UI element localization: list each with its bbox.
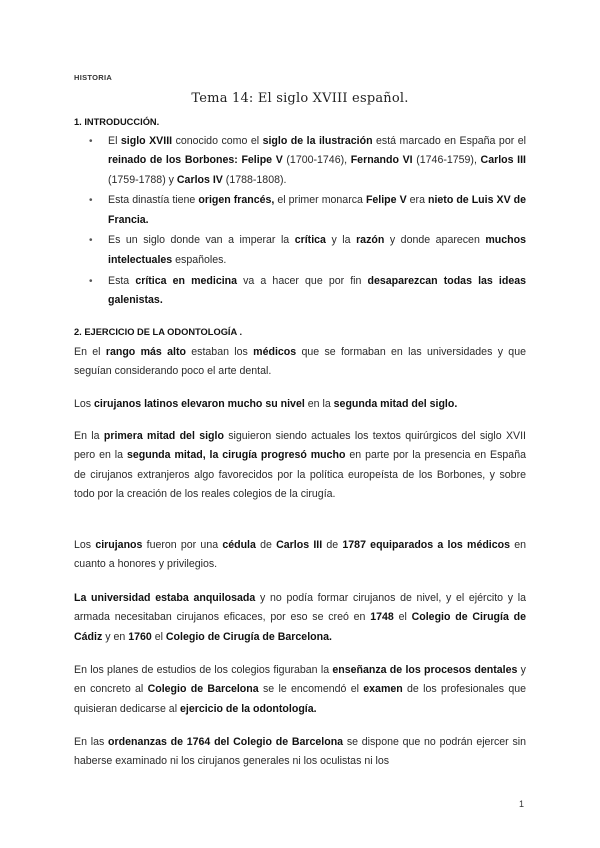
text: el	[393, 611, 412, 624]
bold-text: reinado de los Borbones: Felipe V	[108, 154, 283, 167]
paragraph	[74, 661, 526, 719]
text: y en concreto al	[74, 664, 526, 696]
bold-text: examen	[363, 683, 403, 696]
bullet-icon: •	[89, 275, 93, 287]
paragraph	[74, 733, 526, 772]
text: en parte por la presencia en España de cirujanos extranjeros algo favorecidos por la política europeísta de los Borbones, y sobre todo por la creación de los reales colegios de la cirugía.	[74, 449, 526, 500]
bold-text: Carlos III	[480, 154, 526, 167]
text: de los profesionales que quisieran dedicarse al	[74, 683, 526, 715]
bullet-icon: •	[89, 136, 93, 147]
text: En las	[74, 736, 109, 748]
text: En la	[74, 430, 104, 442]
text: y la	[325, 234, 357, 247]
bold-text: cirujanos latinos elevaron mucho su nivel	[94, 398, 305, 410]
bold-text: razón	[356, 234, 385, 247]
paragraph	[74, 395, 526, 414]
bold-text: La universidad estaba anquilosada	[74, 592, 256, 604]
text: (1759-1788) y	[108, 173, 177, 186]
text: de	[322, 539, 343, 551]
text: conocido como el	[172, 135, 263, 147]
text: se dispone que no podrán ejercer sin haberse examinado ni los cirujanos generales ni los oculistas ni los	[74, 736, 526, 768]
bold-text: desaparezcan todas las ideas galenistas.	[108, 274, 526, 306]
bold-text: cédula	[222, 539, 256, 551]
text: En el	[74, 346, 106, 358]
text: y en	[102, 630, 129, 643]
list-item	[74, 272, 526, 311]
bold-text: Carlos III	[276, 539, 323, 551]
text: Esta dinastía tiene	[108, 194, 199, 207]
bold-text: Fernando VI	[350, 154, 413, 167]
bold-text: segunda mitad del siglo.	[333, 398, 458, 410]
text: El	[108, 135, 121, 147]
text: Los	[74, 539, 96, 551]
bold-text: 1787 equiparados a los médicos	[342, 539, 511, 551]
paragraph	[74, 427, 526, 504]
text: (1700-1746),	[282, 154, 351, 167]
text: va a hacer que por fin	[237, 274, 368, 287]
list-item	[74, 132, 526, 190]
text: Es un siglo donde van a imperar la	[108, 234, 295, 247]
bold-text: enseñanza de los procesos dentales	[332, 664, 518, 676]
bold-text: cirujanos	[95, 539, 143, 551]
section-2-heading: 2. EJERCICIO DE LA ODONTOLOGÍA .	[74, 327, 243, 337]
bold-text: ejercicio de la odontología.	[180, 702, 317, 715]
section-1-heading: 1. INTRODUCCIÓN.	[74, 117, 160, 127]
text: siguieron siendo actuales los textos quirúrgicos del siglo XVII pero en la	[74, 430, 526, 462]
text: (1788-1808).	[222, 173, 287, 186]
bold-text: Carlos IV	[176, 173, 223, 186]
bold-text: siglo XVIII	[120, 135, 173, 147]
page-title: Tema 14: El siglo XVIII español.	[191, 91, 409, 106]
text: en cuanto a honores y privilegios.	[74, 539, 527, 571]
text: de	[255, 539, 277, 551]
text: el primer monarca	[274, 194, 366, 207]
bold-text: 1748	[370, 611, 394, 624]
list-item	[74, 191, 526, 230]
bold-text: rango más alto	[105, 346, 186, 358]
bold-text: nieto de Luis XV de Francia.	[108, 194, 527, 226]
introduction-list	[74, 132, 526, 312]
paragraph	[74, 589, 526, 647]
text: y no podía formar cirujanos de nivel, y el ejército y la armada necesitaban cirujanos eficaces, por eso se creó en	[74, 592, 526, 624]
bold-text: muchos intelectuales	[108, 234, 526, 266]
bold-text: Colegio de Cirugía de Cádiz	[74, 611, 526, 643]
text: En los planes de estudios de los colegios figuraban la	[74, 664, 333, 676]
paragraph	[74, 343, 526, 382]
bold-text: médicos	[253, 346, 297, 358]
text: era	[406, 194, 428, 207]
text: y donde aparecen	[384, 234, 486, 247]
bullet-icon: •	[89, 235, 93, 247]
paragraph	[74, 536, 526, 575]
subject-label: HISTORIA	[74, 73, 113, 82]
bold-text: ordenanzas de 1764 del Colegio de Barcelona	[108, 736, 344, 748]
bold-text: Felipe V	[365, 194, 407, 207]
text: fueron por una	[142, 539, 223, 551]
text: (1746-1759),	[412, 154, 481, 167]
bold-text: primera mitad del siglo	[103, 430, 224, 442]
bold-text: 1760	[128, 630, 152, 643]
text: se le encomendó el	[258, 683, 364, 696]
bold-text: segunda mitad, la cirugía progresó mucho	[126, 449, 346, 462]
text: estaban los	[185, 346, 254, 358]
bold-text: origen francés,	[198, 194, 275, 207]
text: el	[151, 630, 166, 643]
bullet-icon: •	[89, 195, 93, 207]
page-number: 1	[519, 799, 525, 809]
text: Esta	[108, 274, 136, 287]
bold-text: crítica en medicina	[135, 274, 238, 287]
text: que se formaban en las universidades y que seguían considerando poco el arte dental.	[74, 346, 526, 378]
bold-text: crítica	[294, 234, 326, 247]
text: Los	[74, 398, 95, 410]
list-item	[74, 231, 526, 270]
bold-text: Colegio de Barcelona	[147, 683, 259, 696]
bold-text: siglo de la ilustración	[262, 135, 373, 147]
text: españoles.	[172, 253, 227, 266]
bold-text: Colegio de Cirugía de Barcelona.	[165, 630, 332, 643]
text: en la	[304, 398, 334, 410]
text: está marcado en España por el	[372, 135, 526, 147]
